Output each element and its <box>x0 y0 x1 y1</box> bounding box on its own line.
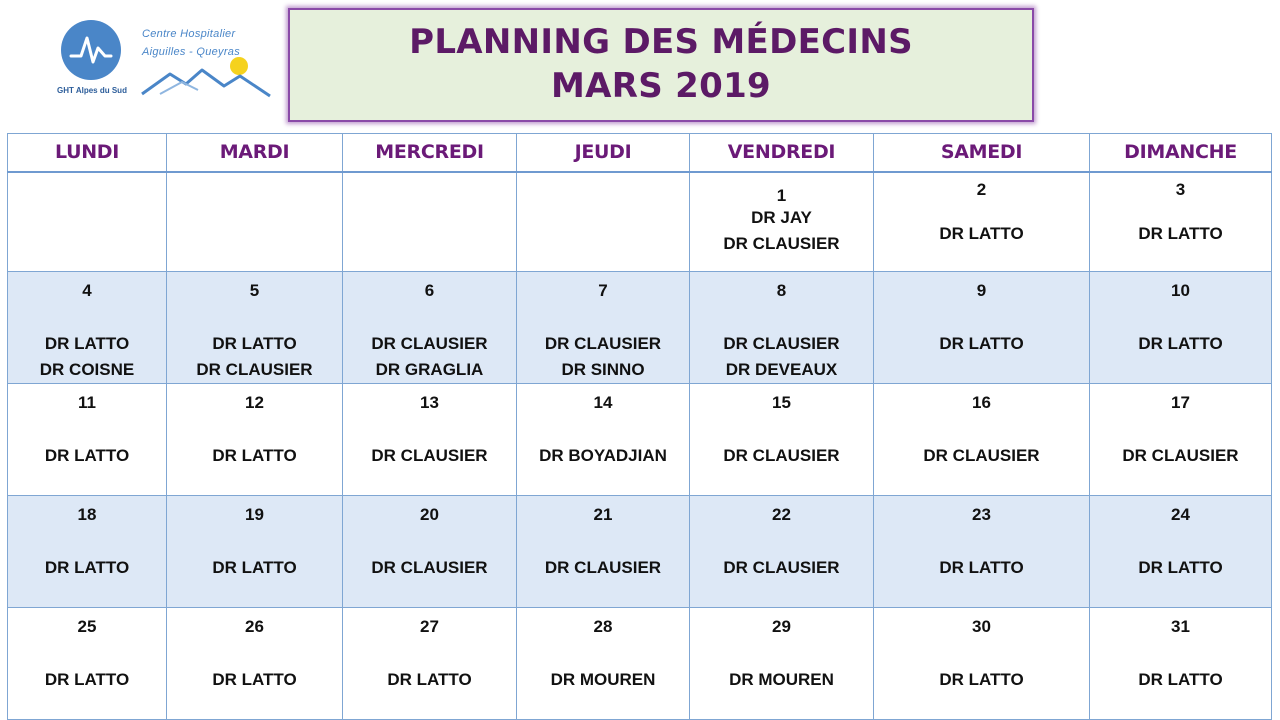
calendar-week-row <box>8 272 1272 384</box>
day-number: 8 <box>776 281 787 300</box>
calendar-day-cell <box>874 496 1090 608</box>
day-number: 3 <box>1175 179 1186 199</box>
doctor-list <box>167 443 342 469</box>
page-title: PLANNING DES MÉDECINS <box>409 22 913 62</box>
calendar-day-cell <box>690 384 874 496</box>
doctor-name: DR BOYADJIAN <box>539 446 667 465</box>
doctor-list <box>1090 667 1271 693</box>
doctor-list <box>874 331 1089 357</box>
doctor-list <box>1090 555 1271 581</box>
doctor-name: DR CLAUSIER <box>371 558 488 577</box>
title-box <box>288 8 1034 122</box>
day-number: 24 <box>1171 505 1190 524</box>
weekday-header-0: LUNDI <box>8 134 167 172</box>
calendar-week-row <box>8 172 1272 272</box>
doctor-name: DR LATTO <box>387 670 472 689</box>
day-number: 26 <box>245 617 264 636</box>
doctor-list <box>1090 443 1271 469</box>
doctor-list <box>517 331 689 383</box>
doctor-list <box>690 205 873 257</box>
weekday-header-4: VENDREDI <box>690 134 874 172</box>
doctor-name: DR LATTO <box>44 334 130 353</box>
calendar-day-cell <box>874 272 1090 384</box>
doctor-name: DR CLAUSIER <box>923 446 1040 465</box>
calendar-day-cell <box>690 172 874 272</box>
day-number: 7 <box>598 281 608 300</box>
doctor-list <box>690 555 873 581</box>
day-number: 12 <box>245 393 264 412</box>
day-number: 11 <box>78 393 96 412</box>
weekday-header-row <box>8 134 1272 172</box>
doctor-name: DR LATTO <box>1138 334 1223 353</box>
calendar-table <box>7 133 1272 720</box>
doctor-list <box>690 331 873 383</box>
day-number: 27 <box>420 617 439 636</box>
doctor-list <box>343 667 516 693</box>
day-number: 1 <box>776 185 787 205</box>
calendar-week-row <box>8 496 1272 608</box>
doctor-list <box>8 443 166 469</box>
calendar-day-cell <box>167 608 343 720</box>
day-number: 2 <box>976 179 987 199</box>
day-number: 15 <box>772 393 791 412</box>
doctor-name: DR CLAUSIER <box>723 233 840 253</box>
day-number: 28 <box>593 617 613 636</box>
calendar-day-cell <box>874 172 1090 272</box>
doctor-name: DR CLAUSIER <box>196 360 313 379</box>
day-number: 22 <box>772 505 791 524</box>
day-number: 16 <box>972 393 991 412</box>
doctor-list <box>1090 331 1271 357</box>
calendar-day-cell <box>1090 172 1272 272</box>
ght-logo <box>56 20 128 100</box>
doctor-name: DR MOUREN <box>729 670 834 689</box>
calendar-day-cell <box>8 272 167 384</box>
doctor-name: DR JAY <box>751 207 812 227</box>
doctor-name: DR LATTO <box>1138 558 1223 577</box>
hospital-logo-line2: Aiguilles - Queyras <box>142 46 241 58</box>
doctor-name: DR LATTO <box>212 446 297 465</box>
calendar-day-cell <box>517 172 690 272</box>
mountains-sun-icon <box>140 52 280 98</box>
doctor-list <box>343 331 516 383</box>
doctor-name: DR CLAUSIER <box>723 446 840 465</box>
day-number: 5 <box>249 281 260 300</box>
doctor-list <box>343 555 516 581</box>
doctor-name: DR CLAUSIER <box>544 334 662 353</box>
doctor-name: DR CLAUSIER <box>723 558 840 577</box>
doctor-list <box>874 221 1089 247</box>
day-number: 4 <box>82 281 92 300</box>
doctor-list <box>874 555 1089 581</box>
doctor-list <box>690 667 873 693</box>
calendar-day-cell <box>167 496 343 608</box>
doctor-name: DR CLAUSIER <box>1122 446 1239 465</box>
day-number: 30 <box>972 617 991 636</box>
day-number: 10 <box>1171 281 1190 300</box>
calendar-day-cell <box>1090 384 1272 496</box>
doctor-list <box>167 331 342 383</box>
doctor-list <box>517 555 689 581</box>
doctor-name: DR MOUREN <box>550 670 656 689</box>
doctor-name: DR LATTO <box>44 558 130 577</box>
doctor-name: DR CLAUSIER <box>723 334 840 353</box>
calendar-day-cell <box>8 384 167 496</box>
calendar-week-row <box>8 384 1272 496</box>
hospital-logo <box>140 26 280 98</box>
calendar-day-cell <box>167 272 343 384</box>
day-number: 25 <box>77 617 97 636</box>
calendar-body <box>8 172 1272 720</box>
doctor-list <box>874 443 1089 469</box>
calendar-day-cell <box>8 172 167 272</box>
calendar-day-cell <box>874 384 1090 496</box>
doctor-list <box>343 443 516 469</box>
calendar-week-row <box>8 608 1272 720</box>
calendar-day-cell <box>1090 272 1272 384</box>
calendar-day-cell <box>517 384 690 496</box>
doctor-name: DR CLAUSIER <box>371 334 488 353</box>
doctor-name: DR LATTO <box>212 670 297 689</box>
doctor-name: DR LATTO <box>44 670 130 689</box>
weekday-header-3: JEUDI <box>517 134 690 172</box>
doctor-list <box>8 331 166 383</box>
doctor-name: DR LATTO <box>212 558 297 577</box>
day-number: 9 <box>976 281 987 300</box>
day-number: 17 <box>1171 393 1190 412</box>
doctor-list <box>8 555 166 581</box>
doctor-list <box>167 555 342 581</box>
doctor-list <box>1090 221 1271 247</box>
calendar-day-cell <box>8 608 167 720</box>
day-number: 14 <box>593 393 613 412</box>
day-number: 23 <box>972 505 991 524</box>
day-number: 29 <box>772 617 791 636</box>
doctor-name: DR LATTO <box>212 334 297 353</box>
weekday-header-5: SAMEDI <box>874 134 1090 172</box>
calendar-day-cell <box>343 172 517 272</box>
calendar-day-cell <box>343 496 517 608</box>
calendar-day-cell <box>690 496 874 608</box>
doctor-name: DR LATTO <box>44 446 130 465</box>
day-number: 21 <box>593 505 613 524</box>
calendar-day-cell <box>167 384 343 496</box>
calendar-day-cell <box>690 608 874 720</box>
doctor-list <box>8 667 166 693</box>
doctor-name: DR SINNO <box>561 360 645 379</box>
doctor-list <box>167 667 342 693</box>
calendar-day-cell <box>874 608 1090 720</box>
calendar-day-cell <box>167 172 343 272</box>
doctor-name: DR DEVEAUX <box>725 360 838 379</box>
calendar-day-cell <box>690 272 874 384</box>
weekday-header-1: MARDI <box>167 134 343 172</box>
calendar-day-cell <box>343 272 517 384</box>
calendar-day-cell <box>517 496 690 608</box>
doctor-name: DR LATTO <box>939 558 1024 577</box>
calendar-day-cell <box>1090 496 1272 608</box>
doctor-name: DR LATTO <box>939 334 1024 353</box>
doctor-list <box>517 667 689 693</box>
doctor-name: DR LATTO <box>1138 670 1223 689</box>
doctor-name: DR CLAUSIER <box>371 446 488 465</box>
day-number: 13 <box>420 393 439 412</box>
hospital-logo-line1: Centre Hospitalier <box>142 28 236 40</box>
doctor-list <box>517 443 689 469</box>
calendar-day-cell <box>1090 608 1272 720</box>
ght-logo-emblem-icon <box>61 20 121 80</box>
day-number: 19 <box>245 505 264 524</box>
calendar-day-cell <box>343 384 517 496</box>
day-number: 31 <box>1171 617 1190 636</box>
calendar-day-cell <box>343 608 517 720</box>
doctor-name: DR LATTO <box>1138 223 1223 243</box>
page-subtitle-month: MARS 2019 <box>551 66 771 106</box>
weekday-header-6: DIMANCHE <box>1090 134 1272 172</box>
doctor-name: DR GRAGLIA <box>375 360 484 379</box>
calendar-day-cell <box>517 608 690 720</box>
doctor-list <box>690 443 873 469</box>
day-number: 18 <box>77 505 97 524</box>
doctor-name: DR LATTO <box>939 223 1024 243</box>
doctor-list <box>874 667 1089 693</box>
calendar-day-cell <box>517 272 690 384</box>
weekday-header-2: MERCREDI <box>343 134 517 172</box>
calendar-day-cell <box>8 496 167 608</box>
day-number: 20 <box>420 505 439 524</box>
ght-logo-text: GHT Alpes du Sud <box>57 86 127 95</box>
doctor-name: DR CLAUSIER <box>544 558 662 577</box>
day-number: 6 <box>424 281 435 300</box>
doctor-name: DR COISNE <box>39 360 135 379</box>
doctor-name: DR LATTO <box>939 670 1024 689</box>
